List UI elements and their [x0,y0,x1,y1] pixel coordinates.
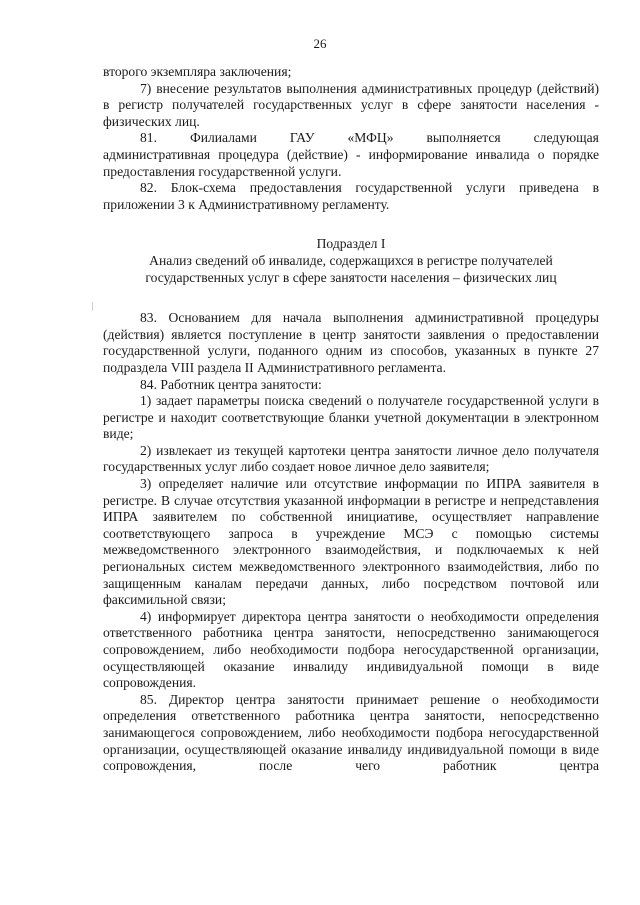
paragraph-81-first-line [103,130,599,147]
paragraph-84-item-4: 4) информирует директора центра занятости о необходимости определения ответственного работника центра занятости, непосредственно занимающегося сопровождением, либо необходимости подбора негосударственной организации, осуществляющей оказание инвалиду индивидуальной помощи в виде сопровождения. [103,608,599,691]
paragraph-81-rest: административная процедура (действие) - информирование инвалида о порядке предоставления государственной услуги. [103,146,599,179]
page-number: 26 [313,36,327,51]
paragraph-85: 85. Директор центра занятости принимает решение о необходимости определения ответственного работника центра занятости, непосредственно занимающегося сопровождением, либо необходимости подбора негосударственной организации, осуществляющей оказание инвалиду индивидуальной помощи в виде сопровождения, после чего работник центра [103,691,599,774]
paragraph-84-item-2: 2) извлекает из текущей картотеки центра занятости личное дело получателя государственных услуг либо создает новое личное дело заявителя; [103,442,599,475]
paragraph-item-7: 7) внесение результатов выполнения административных процедур (действий) в регистр получателей государственных услуг в сфере занятости населения - физических лиц. [103,80,599,129]
paragraph-continuation: второго экземпляра заключения; [103,64,292,79]
paragraph-84-item-3: 3) определяет наличие или отсутствие информации по ИПРА заявителя в регистре. В случае отсутствия указанной информации в регистре и непредставления ИПРА заявителем по собственной инициативе, осуществляет направление соответствующего запроса в учреждение МСЭ с помощью системы межведомственного электронного взаимодействия, и подключаемых к ней региональных систем межведомственного электронного взаимодействия, либо по защищенным каналам передачи данных, либо посредством почтовой или факсимильной связи; [103,476,599,608]
p81-word: 81. [140,130,157,146]
p81-word: Филиалами [189,130,257,146]
scan-mark [92,302,93,311]
page-content [103,64,599,775]
p81-word: следующая [533,130,599,146]
p81-word: «МФЦ» [347,130,394,146]
paragraph-83: 83. Основанием для начала выполнения административной процедуры (действия) является поступление в центр занятости заявления о предоставлении государственной услуги, поданного одним из способов, указанных в пункте 27 подраздела VIII раздела II Административного регламента. [103,310,599,375]
p81-word: выполняется [426,130,501,146]
paragraph-84-item-1: 1) задает параметры поиска сведений о получателе государственной услуги в регистре и находит соответствующие бланки учетной документации в электронном виде; [103,393,599,442]
subsection-title: Анализ сведений об инвалиде, содержащихся в регистре получателей государственных услуг в сфере занятости населения – физических лиц [145,252,557,285]
paragraph-82: 82. Блок-схема предоставления государственной услуги приведена в приложении 3 к Административному регламенту. [103,180,599,212]
subsection-label: Подраздел I [316,236,386,252]
p81-word: ГАУ [289,130,315,146]
paragraph-84: 84. Работник центра занятости: [140,376,322,392]
